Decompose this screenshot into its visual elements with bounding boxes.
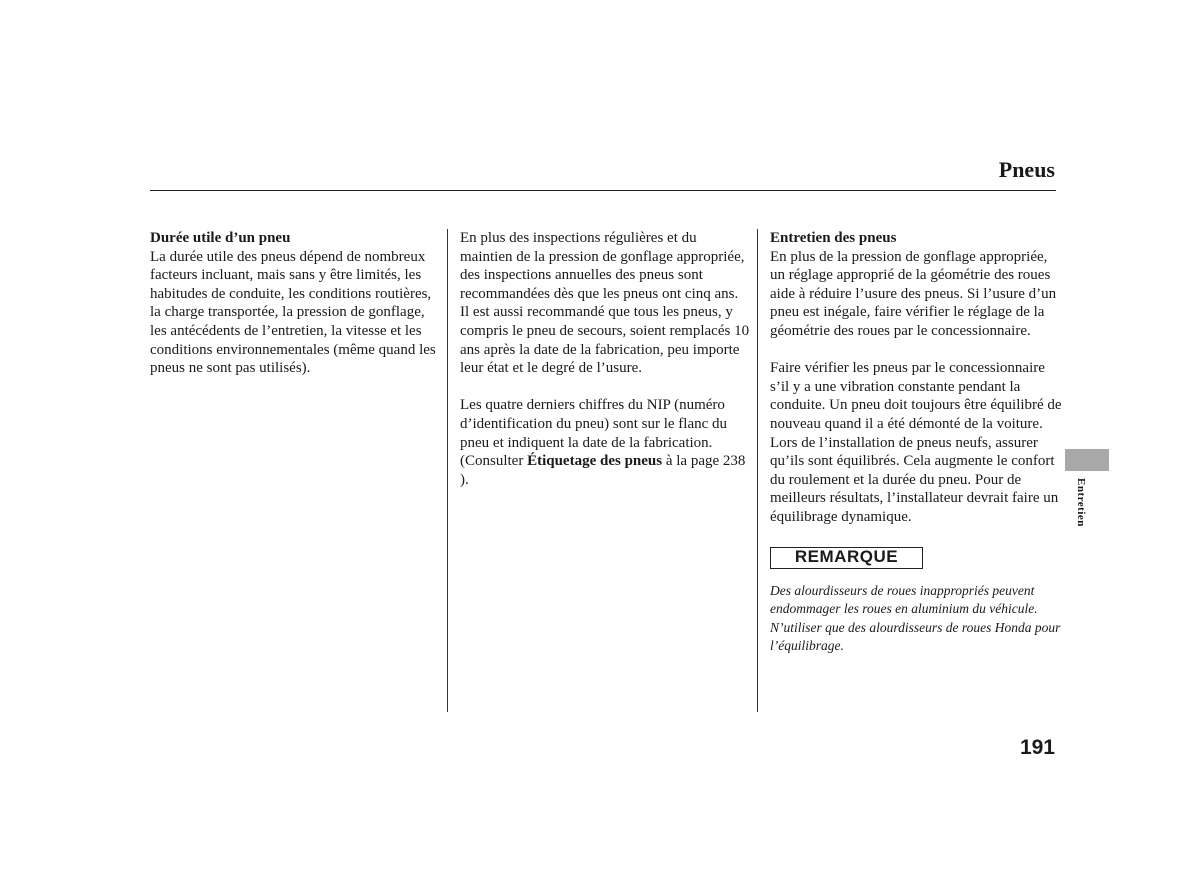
column-divider bbox=[447, 229, 448, 712]
column-divider bbox=[757, 229, 758, 712]
tin-paragraph bbox=[460, 396, 750, 489]
page-title: Pneus bbox=[998, 157, 1055, 182]
column-tire-lifespan bbox=[150, 229, 438, 378]
inspections-paragraph: En plus des inspections régulières et du maintien de la pression de gonflage appropriée, des inspections annuelles des pneus sont recommandées dès que les pneus ont cinq ans. Il est aussi recommandé que tous les pneus, y compris le pneu de secours, soient remplacés 10 ans après la date de la fabrication, peu importe leur état et le degré de l’usure. bbox=[460, 230, 750, 377]
tin-paragraph-page-ref: à la page 238 ). bbox=[460, 453, 746, 488]
section-heading-tire-lifespan: Durée utile d’un pneu bbox=[150, 230, 291, 246]
paragraph-gap bbox=[770, 341, 1062, 360]
notice-label-box: REMARQUE bbox=[770, 547, 923, 569]
tire-labeling-reference-link[interactable]: Étiquetage des pneus bbox=[527, 453, 663, 470]
tire-lifespan-paragraph: La durée utile des pneus dépend de nombreux facteurs incluant, mais sans y être limités, les habitudes de conduite, les conditions routières, la charge transportée, la pression de gonflage, les antécédents de l’entretien, la vitesse et les conditions environnementales (même quand les pneus ne sont pas utilisés). bbox=[150, 248, 436, 377]
section-heading-tire-maintenance: Entretien des pneus bbox=[770, 230, 897, 246]
column-inspections bbox=[460, 229, 750, 489]
tin-paragraph-text: Les quatre derniers chiffres du NIP (numéro d’identification du pneu) sont sur le flanc du pneu et indiquent la date de la fabrication. (Consulter bbox=[460, 397, 728, 470]
maintenance-paragraph: En plus de la pression de gonflage appropriée, un réglage approprié de la géométrie des roues aide à réduire l’usure des pneus. Si l’usure d’un pneu est inégale, faire vérifier le réglage de la géométrie des roues par le concessionnaire. bbox=[770, 248, 1057, 339]
page-number: 191 bbox=[1019, 736, 1055, 759]
section-tab-marker bbox=[1065, 449, 1109, 471]
title-divider bbox=[150, 190, 1056, 191]
notice-text: Des alourdisseurs de roues inappropriés peuvent endommager les roues en aluminium du véhicule. N’utiliser que des alourdisseurs de roues Honda pour l’équilibrage. bbox=[770, 582, 1061, 654]
balancing-paragraph: Faire vérifier les pneus par le concessionnaire s’il y a une vibration constante pendant la conduite. Un pneu doit toujours être équilibré de nouveau quand il a été démonté de la voiture. Lors de l’installation de pneus neufs, assurer qu’ils sont équilibrés. Cela augmente le confort du roulement et la durée du pneu. Pour de meilleurs résultats, l’installateur devrait faire un équilibrage dynamique. bbox=[770, 360, 1062, 525]
paragraph-gap bbox=[460, 378, 750, 397]
section-tab-label: Entretien bbox=[1075, 478, 1087, 527]
column-tire-maintenance bbox=[770, 229, 1062, 656]
